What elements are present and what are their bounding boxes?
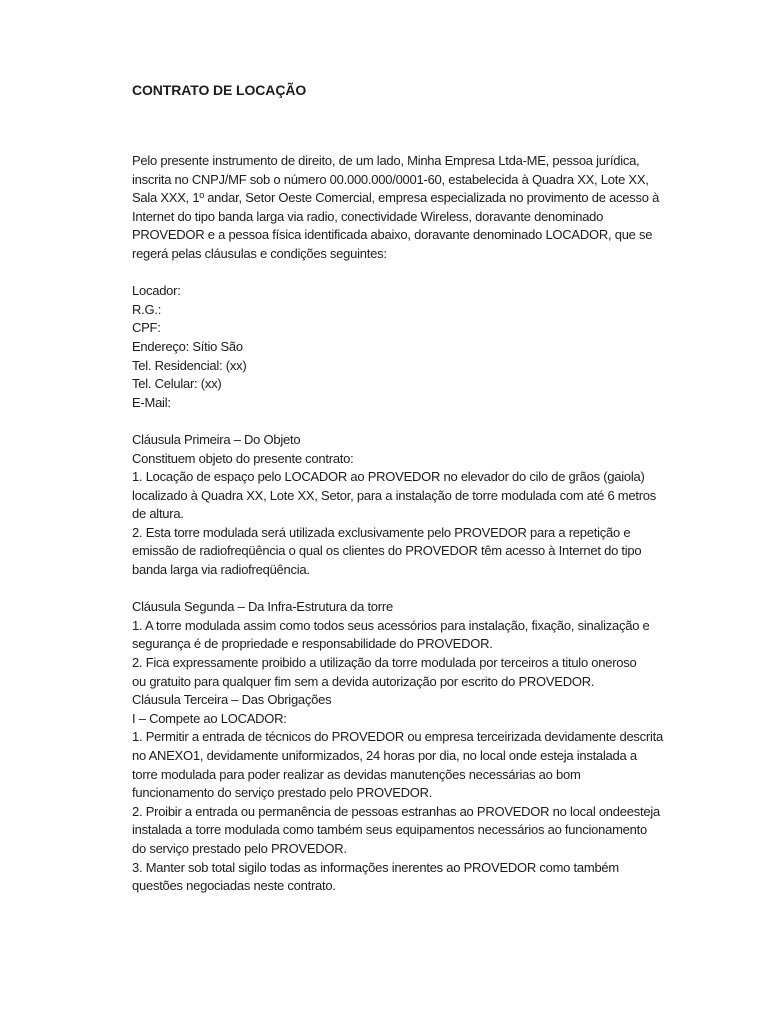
paragraph-preambulo <box>132 152 732 264</box>
text-line: I – Compete ao LOCADOR: <box>132 710 287 726</box>
document-title: CONTRATO DE LOCAÇÃO <box>132 82 307 98</box>
text-line: E-Mail: <box>132 394 171 410</box>
text-line: Tel. Residencial: (xx) <box>132 357 247 373</box>
text-line: emissão de radiofreqüência o qual os clientes do PROVEDOR têm acesso à Internet do tipo <box>132 543 642 559</box>
text-line: Cláusula Segunda – Da Infra-Estrutura da torre <box>132 599 393 615</box>
text-line: questões negociadas neste contrato. <box>132 878 336 894</box>
text-line: R.G.: <box>132 301 162 317</box>
text-line: localizado à Quadra XX, Lote XX, Setor, para a instalação de torre modulada com até 6 metros <box>132 487 657 503</box>
text-line: 1. A torre modulada assim como todos seus acessórios para instalação, fixação, sinalização e <box>132 617 650 633</box>
text-line: PROVEDOR e a pessoa física identificada abaixo, doravante denominado LOCADOR, que se <box>132 227 653 243</box>
text-line: 1. Locação de espaço pelo LOCADOR ao PROVEDOR no elevador do cilo de grãos (gaiola) <box>132 469 645 485</box>
text-line: Cláusula Primeira – Do Objeto <box>132 431 301 447</box>
paragraph-gap <box>132 580 732 599</box>
text-line: Sala XXX, 1º andar, Setor Oeste Comercial, empresa especializada no provimento de acesso à <box>132 190 660 206</box>
paragraph-gap <box>132 264 732 283</box>
text-line: do serviço prestado pelo PROVEDOR. <box>132 840 347 856</box>
text-line: Tel. Celular: (xx) <box>132 376 222 392</box>
text-line: 2. Proibir a entrada ou permanência de pessoas estranhas ao PROVEDOR no local ondeesteja <box>132 803 660 819</box>
text-line: Locador: <box>132 283 181 299</box>
text-line: banda larga via radiofreqüência. <box>132 562 310 578</box>
paragraph-clausula-primeira <box>132 431 732 580</box>
text-line: CPF: <box>132 320 161 336</box>
text-line: Endereço: Sítio São <box>132 338 243 354</box>
text-line: torre modulada para poder realizar as devidas manutenções necessárias ao bom <box>132 766 581 782</box>
text-line: 3. Manter sob total sigilo todas as informações inerentes ao PROVEDOR como também <box>132 859 619 875</box>
text-line: Constituem objeto do presente contrato: <box>132 450 354 466</box>
text-line: 2. Esta torre modulada será utilizada exclusivamente pelo PROVEDOR para a repetição e <box>132 524 631 540</box>
text-line: Internet do tipo banda larga via radio, conectividade Wireless, doravante denominado <box>132 208 604 224</box>
text-line: de altura. <box>132 506 184 522</box>
text-line: inscrita no CNPJ/MF sob o número 00.000.000/0001-60, estabelecida à Quadra XX, Lote XX, <box>132 171 649 187</box>
text-line: 1. Permitir a entrada de técnicos do PROVEDOR ou empresa terceirizada devidamente descrita <box>132 729 663 745</box>
text-line: no ANEXO1, devidamente uniformizados, 24 horas por dia, no local onde esteja instalada a <box>132 748 637 763</box>
text-line: instalada a torre modulada como também seus equipamentos necessários ao funcionamento <box>132 822 647 838</box>
paragraph-gap <box>132 412 732 431</box>
text-line: Pelo presente instrumento de direito, de um lado, Minha Empresa Ltda-ME, pessoa jurídica, <box>132 153 640 168</box>
text-line: Cláusula Terceira – Das Obrigações <box>132 692 332 708</box>
text-line: segurança é de propriedade e responsabilidade do PROVEDOR. <box>132 636 493 652</box>
text-line: ou gratuito para qualquer fim sem a devida autorização por escrito do PROVEDOR. <box>132 673 595 689</box>
text-line: regerá pelas cláusulas e condições seguintes: <box>132 245 387 261</box>
document-body <box>132 152 732 896</box>
paragraph-dados-locador <box>132 282 732 412</box>
text-line: 2. Fica expressamente proibido a utilização da torre modulada por terceiros a titulo oneroso <box>132 655 637 671</box>
paragraph-clausula-segunda-e-terceira <box>132 598 732 896</box>
text-line: funcionamento do serviço prestado pelo PROVEDOR. <box>132 785 433 801</box>
